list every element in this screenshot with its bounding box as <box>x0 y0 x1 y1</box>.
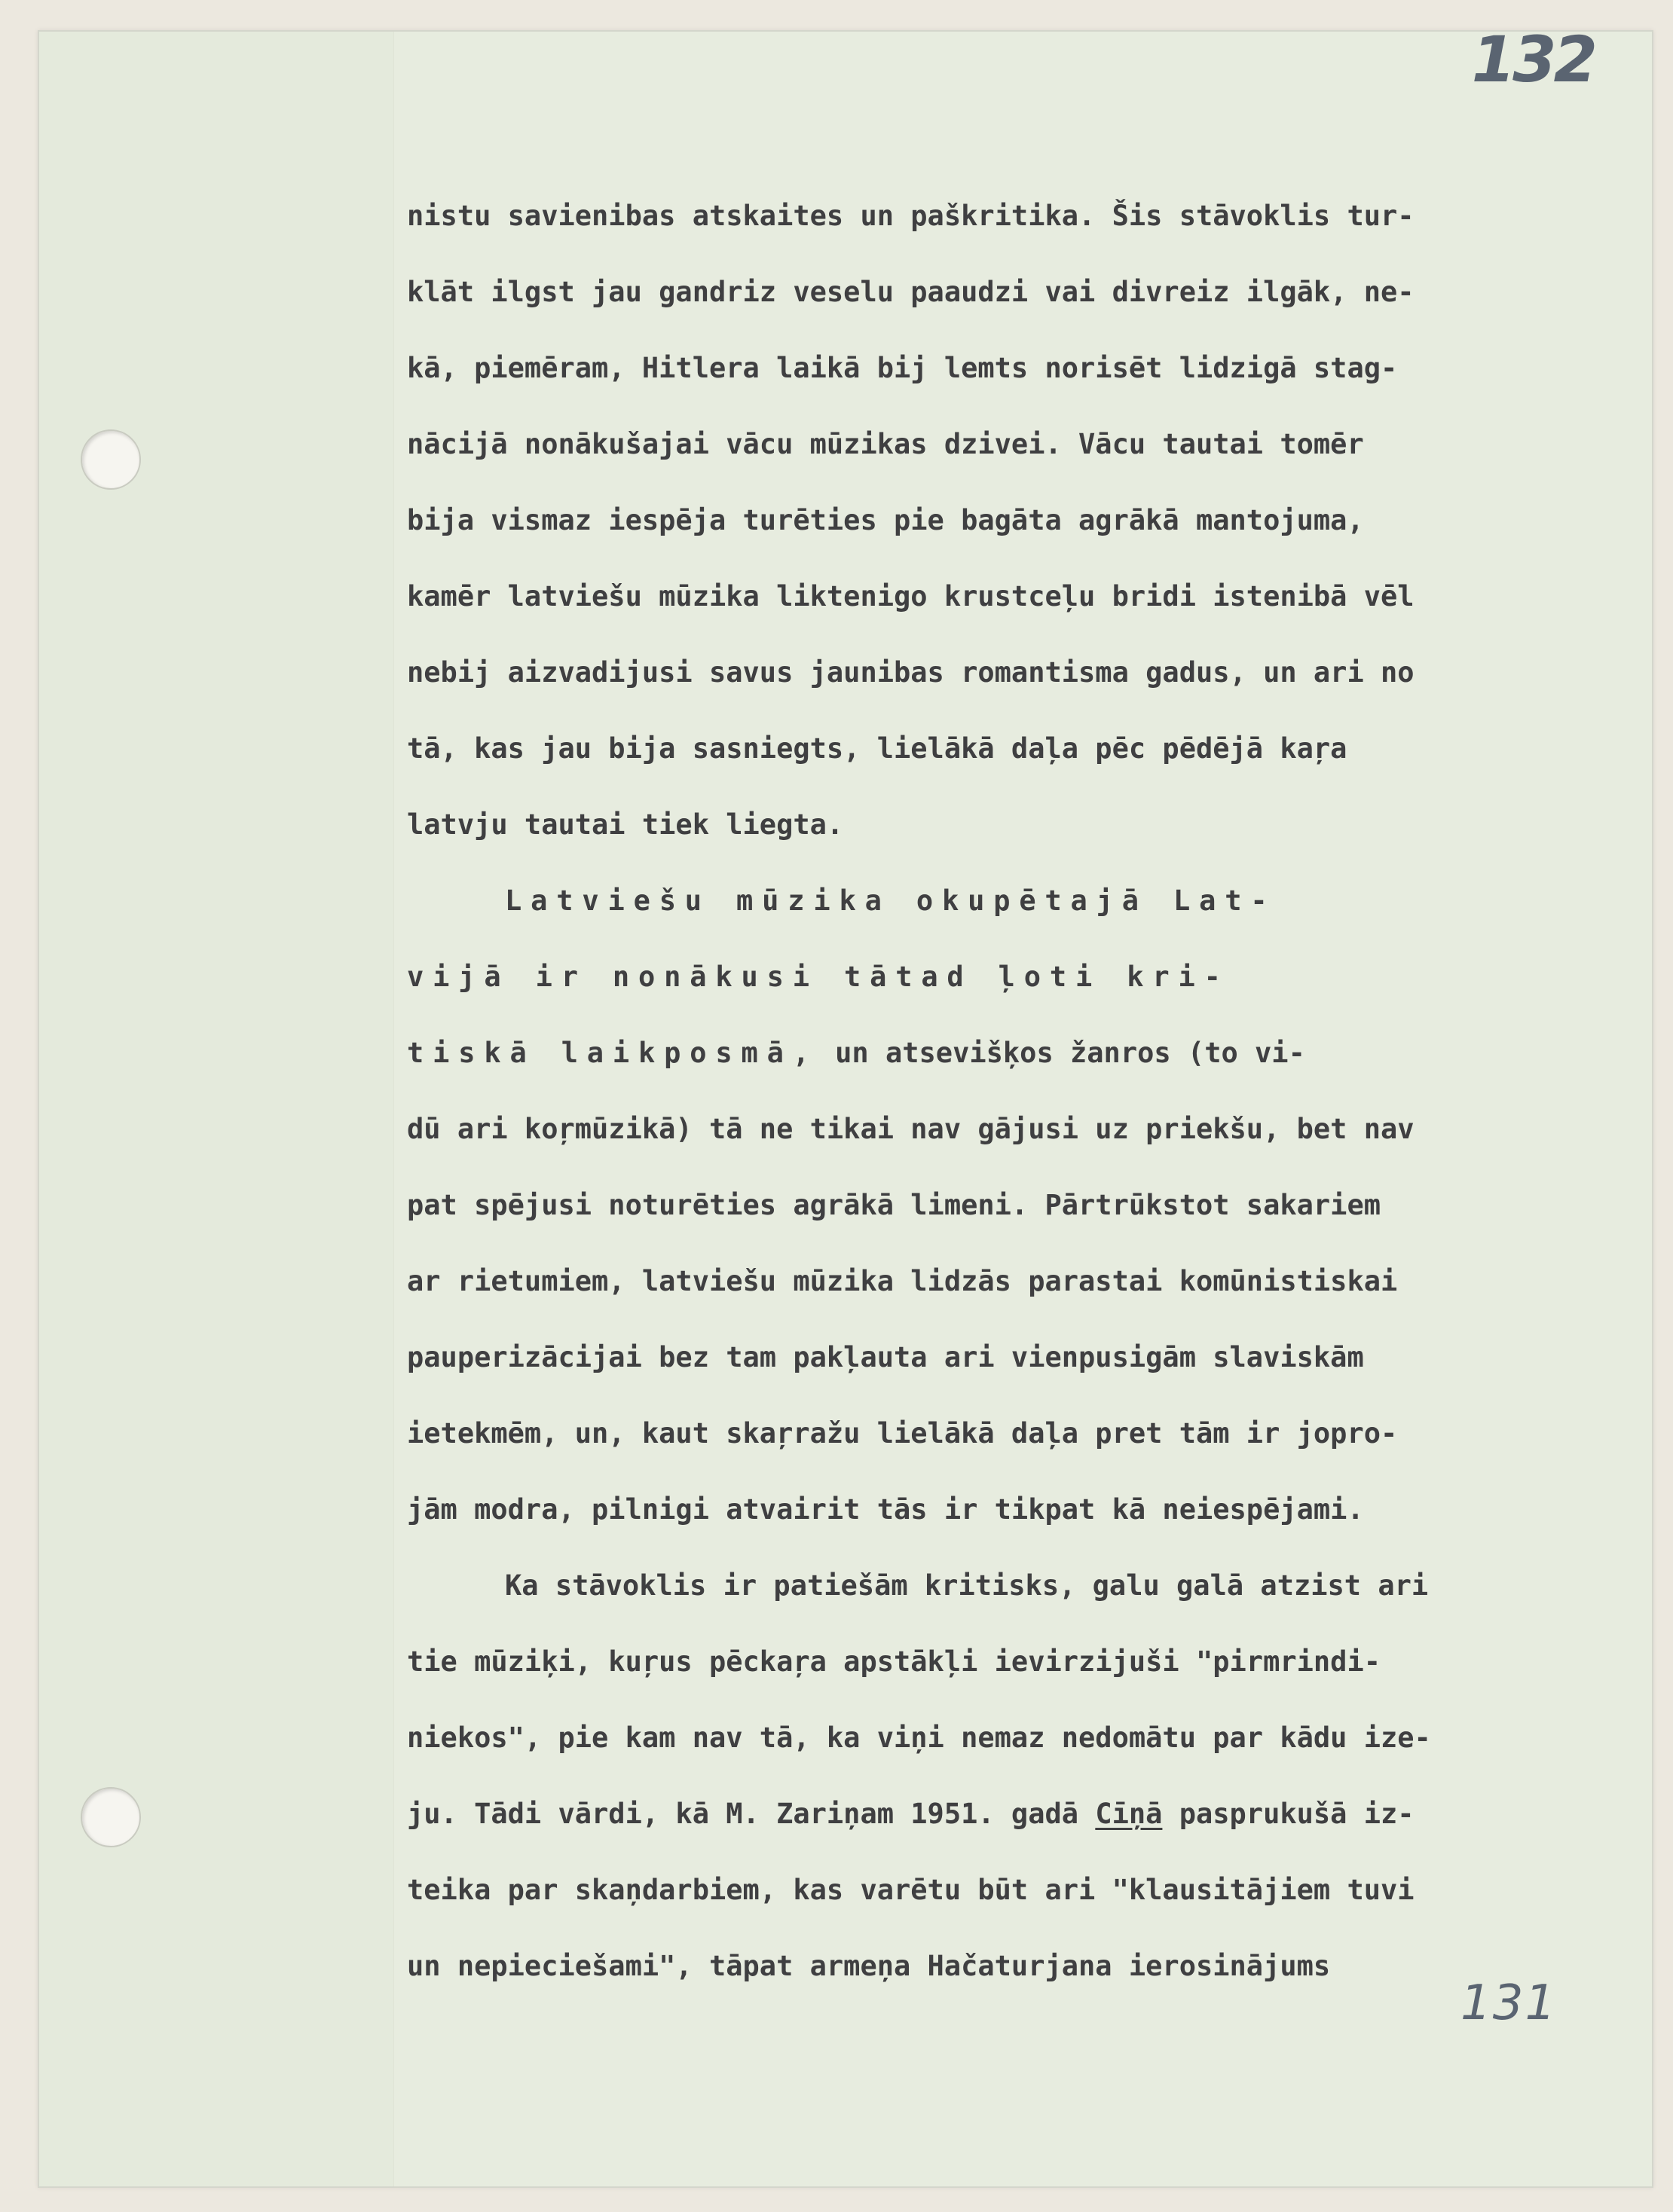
typewritten-text <box>407 178 1598 2004</box>
text-line <box>407 1776 1598 1852</box>
text-line <box>407 863 1598 939</box>
emphasized-text: tiskā laikposmā, <box>407 1037 818 1069</box>
text-line: nebij aizvadijusi savus jaunibas romantisma gadus, un ari no <box>407 656 1415 689</box>
text-line: un nepieciešami", tāpat armeņa Hačaturjana ierosinājums <box>407 1950 1331 1982</box>
text-line: kā, piemēram, Hitlera laikā bij lemts norisēt lidzigā stag- <box>407 352 1398 384</box>
text-line: bija vismaz iespēja turēties pie bagāta agrākā mantojuma, <box>407 504 1364 536</box>
text-line: dū ari koŗmūzikā) tā ne tikai nav gājusi uz priekšu, bet nav <box>407 1113 1415 1145</box>
text-line: latvju tautai tiek liegta. <box>407 808 844 841</box>
text-line <box>407 939 1598 1015</box>
text-line: ietekmēm, un, kaut skaŗražu lielākā daļa pret tām ir jopro- <box>407 1417 1398 1450</box>
text-line: pat spējusi noturēties agrākā limeni. Pārtrūkstot sakariem <box>407 1189 1381 1221</box>
text-line: tie mūziķi, kuŗus pēckaŗa apstākļi ievirzijuši "pirmrindi- <box>407 1645 1381 1678</box>
handwritten-page-number: 131 <box>1460 1975 1558 2031</box>
text-line: nācijā nonākušajai vācu mūzikas dzivei. Vācu tautai tomēr <box>407 428 1364 460</box>
punch-hole-top <box>81 429 141 490</box>
text-fragment: ju. Tādi vārdi, kā M. Zariņam 1951. gadā <box>407 1798 1096 1830</box>
text-fragment: pasprukušā iz- <box>1162 1798 1415 1830</box>
text-line <box>407 1015 1598 1091</box>
text-line: ar rietumiem, latviešu mūzika lidzās parastai komūnistiskai <box>407 1265 1398 1297</box>
text-fragment: un atsevišķos žanros (to vi- <box>818 1037 1305 1069</box>
text-line: niekos", pie kam nav tā, ka viņi nemaz nedomātu par kādu ize- <box>407 1722 1431 1754</box>
underlined-newspaper-title: Cīņā <box>1095 1798 1163 1830</box>
binding-margin <box>39 32 394 2186</box>
text-line: kamēr latviešu mūzika liktenigo krustceļu bridi istenibā vēl <box>407 580 1415 613</box>
text-line: Ka stāvoklis ir patiešām kritisks, galu galā atzist ari <box>505 1569 1429 1602</box>
text-line: pauperizācijai bez tam pakļauta ari vienpusigām slaviskām <box>407 1341 1364 1373</box>
handwritten-folio-number: 132 <box>1471 23 1595 96</box>
text-line: klāt ilgst jau gandriz veselu paaudzi vai divreiz ilgāk, ne- <box>407 276 1415 308</box>
text-line: teika par skaņdarbiem, kas varētu būt ari "klausitājiem tuvi <box>407 1874 1415 1906</box>
text-line: nistu savienibas atskaites un paškritika. Šis stāvoklis tur- <box>407 200 1415 232</box>
text-line: tā, kas jau bija sasniegts, lielākā daļa pēc pēdējā kaŗa <box>407 732 1347 765</box>
emphasized-text: Latviešu mūzika okupētajā Lat- <box>505 884 1277 917</box>
emphasized-text: vijā ir nonākusi tātad ļoti kri- <box>407 961 1230 993</box>
punch-hole-bottom <box>81 1787 141 1847</box>
text-line: jām modra, pilnigi atvairit tās ir tikpat kā neiespējami. <box>407 1493 1364 1526</box>
